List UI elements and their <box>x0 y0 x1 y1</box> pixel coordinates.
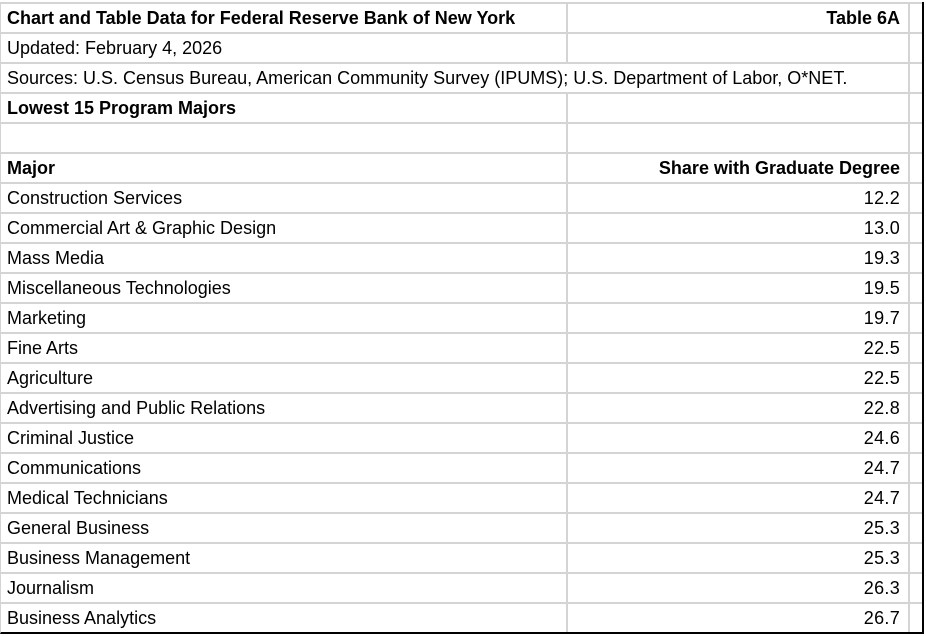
table-id[interactable]: Table 6A <box>826 8 900 28</box>
empty-cell[interactable] <box>908 94 922 122</box>
major-cell[interactable]: Journalism <box>1 574 568 602</box>
table-row <box>1 482 922 512</box>
empty-cell[interactable] <box>908 334 922 362</box>
major-cell[interactable]: Marketing <box>1 304 568 332</box>
subtitle-row <box>1 92 922 122</box>
empty-cell[interactable] <box>908 64 922 92</box>
share-cell[interactable]: 25.3 <box>863 518 900 538</box>
blank-row <box>1 122 922 152</box>
empty-cell[interactable] <box>908 484 922 512</box>
major-cell[interactable]: Fine Arts <box>1 334 568 362</box>
share-cell[interactable]: 26.7 <box>863 608 900 628</box>
share-cell[interactable]: 12.2 <box>863 188 900 208</box>
sheet-title[interactable]: Chart and Table Data for Federal Reserve Bank of New York <box>1 4 568 32</box>
table-row <box>1 392 922 422</box>
empty-cell[interactable] <box>908 4 922 32</box>
major-cell[interactable]: Criminal Justice <box>1 424 568 452</box>
share-cell[interactable]: 19.7 <box>863 308 900 328</box>
spreadsheet <box>0 2 924 634</box>
table-row <box>1 332 922 362</box>
empty-cell[interactable] <box>908 184 922 212</box>
table-row <box>1 512 922 542</box>
share-cell[interactable]: 19.3 <box>863 248 900 268</box>
empty-cell[interactable] <box>908 304 922 332</box>
updated-date[interactable]: Updated: February 4, 2026 <box>1 34 568 62</box>
table-row <box>1 242 922 272</box>
table-row <box>1 422 922 452</box>
empty-cell[interactable] <box>568 94 908 122</box>
major-cell[interactable]: Medical Technicians <box>1 484 568 512</box>
empty-cell[interactable] <box>908 34 922 62</box>
empty-cell[interactable] <box>568 34 908 62</box>
sources-note[interactable]: Sources: U.S. Census Bureau, American Community Survey (IPUMS); U.S. Department of Labor, O*NET. <box>1 64 908 92</box>
empty-cell[interactable] <box>908 274 922 302</box>
table-row <box>1 182 922 212</box>
empty-cell[interactable] <box>568 124 908 152</box>
share-cell[interactable]: 22.5 <box>863 338 900 358</box>
table-row <box>1 602 922 632</box>
table-row <box>1 452 922 482</box>
share-cell[interactable]: 25.3 <box>863 548 900 568</box>
share-cell[interactable]: 26.3 <box>863 578 900 598</box>
table-subtitle[interactable]: Lowest 15 Program Majors <box>1 94 568 122</box>
table-row <box>1 212 922 242</box>
share-cell[interactable]: 22.8 <box>863 398 900 418</box>
empty-cell[interactable] <box>908 394 922 422</box>
empty-cell[interactable] <box>908 454 922 482</box>
empty-cell[interactable] <box>908 364 922 392</box>
table-row <box>1 542 922 572</box>
table-row <box>1 362 922 392</box>
empty-cell[interactable] <box>908 214 922 242</box>
table-row <box>1 302 922 332</box>
major-cell[interactable]: Communications <box>1 454 568 482</box>
empty-cell[interactable] <box>908 514 922 542</box>
table-row <box>1 272 922 302</box>
major-cell[interactable]: Business Analytics <box>1 604 568 632</box>
share-cell[interactable]: 13.0 <box>863 218 900 238</box>
empty-cell[interactable] <box>908 544 922 572</box>
empty-cell[interactable] <box>908 124 922 152</box>
empty-cell[interactable] <box>908 424 922 452</box>
empty-cell[interactable] <box>908 574 922 602</box>
sources-row <box>1 62 922 92</box>
share-cell[interactable]: 22.5 <box>863 368 900 388</box>
major-cell[interactable]: General Business <box>1 514 568 542</box>
column-header-share[interactable]: Share with Graduate Degree <box>658 158 900 178</box>
table-row <box>1 572 922 602</box>
share-cell[interactable]: 24.7 <box>863 458 900 478</box>
major-cell[interactable]: Agriculture <box>1 364 568 392</box>
title-row <box>1 2 922 32</box>
column-header-row <box>1 152 922 182</box>
major-cell[interactable]: Commercial Art & Graphic Design <box>1 214 568 242</box>
empty-cell[interactable] <box>908 244 922 272</box>
major-cell[interactable]: Business Management <box>1 544 568 572</box>
updated-row <box>1 32 922 62</box>
share-cell[interactable]: 24.6 <box>863 428 900 448</box>
share-cell[interactable]: 24.7 <box>863 488 900 508</box>
empty-cell[interactable] <box>1 124 568 152</box>
column-header-major[interactable]: Major <box>1 154 568 182</box>
share-cell[interactable]: 19.5 <box>863 278 900 298</box>
major-cell[interactable]: Mass Media <box>1 244 568 272</box>
major-cell[interactable]: Miscellaneous Technologies <box>1 274 568 302</box>
empty-cell[interactable] <box>908 604 922 632</box>
empty-cell[interactable] <box>908 154 922 182</box>
major-cell[interactable]: Construction Services <box>1 184 568 212</box>
major-cell[interactable]: Advertising and Public Relations <box>1 394 568 422</box>
